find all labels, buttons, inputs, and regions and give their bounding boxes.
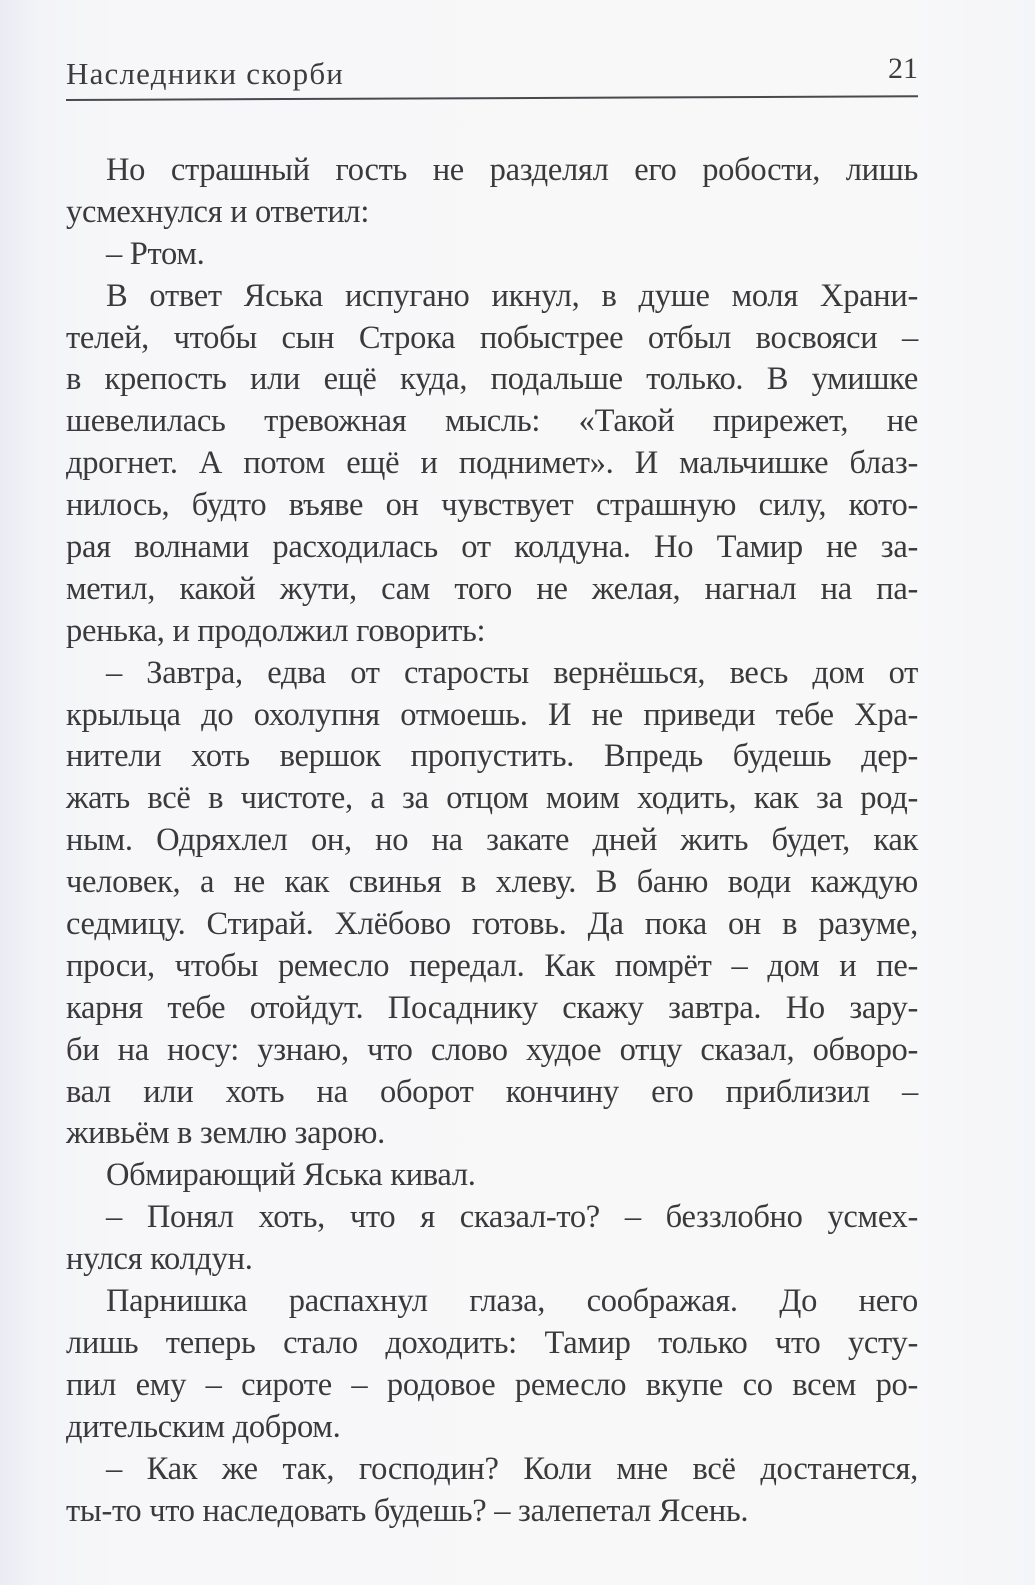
page-number: 21: [888, 52, 918, 85]
text-line: нилось, будто въяве он чувствует страшную силу, кото-: [66, 487, 918, 524]
book-page: [66, 50, 918, 1532]
text-line: В ответ Яська испугано икнул, в душе моля Храни-: [106, 277, 918, 314]
text-line: в крепость или ещё куда, подальше только. В умишке: [66, 361, 918, 398]
running-head: [66, 50, 918, 102]
running-title: Наследники скорби: [66, 56, 345, 91]
text-line: лишь теперь стало доходить: Тамир только что усту-: [66, 1324, 918, 1361]
text-line: – Как же так, господин? Коли мне всё достанется,: [106, 1450, 918, 1487]
text-line: метил, какой жути, сам того не желая, нагнал на па-: [66, 570, 918, 607]
text-line: Парнишка распахнул глаза, соображая. До него: [106, 1283, 918, 1320]
text-line: дительским добром.: [66, 1408, 341, 1445]
text-line: Обмирающий Яська кивал.: [106, 1157, 476, 1194]
text-line: – Ртом.: [106, 235, 205, 272]
text-line: пил ему – сироте – родовое ремесло вкупе со всем ро-: [66, 1366, 918, 1403]
header-rule-divider: [66, 95, 918, 101]
text-line: ренька, и продолжил говорить:: [66, 612, 486, 649]
text-line: нители хоть вершок пропустить. Впредь будешь дер-: [66, 738, 918, 775]
text-line: усмехнулся и ответил:: [66, 193, 370, 230]
text-line: Но страшный гость не разделял его робости, лишь: [106, 152, 918, 188]
text-line: рая волнами расходилась от колдуна. Но Тамир не за-: [66, 529, 918, 566]
text-line: карня тебе отойдут. Посаднику скажу завтра. Но зару-: [66, 989, 918, 1026]
text-line: жать всё в чистоте, а за отцом моим ходить, как за род-: [66, 780, 918, 817]
body-text: [66, 150, 918, 1532]
text-line: шевелилась тревожная мысль: «Такой прирежет, не: [66, 403, 918, 440]
text-line: проси, чтобы ремесло передал. Как помрёт – дом и пе-: [66, 947, 918, 984]
text-line: телей, чтобы сын Строка побыстрее отбыл восвояси –: [66, 319, 918, 356]
text-line: крыльца до охолупня отмоешь. И не приведи тебе Хра-: [66, 696, 918, 733]
text-line: – Понял хоть, что я сказал-то? – беззлобно усмех-: [106, 1199, 918, 1236]
text-line: человек, а не как свинья в хлеву. В баню води каждую: [66, 864, 918, 901]
text-line: вал или хоть на оборот кончину его приблизил –: [66, 1073, 918, 1110]
text-line: ным. Одряхлел он, но на закате дней жить будет, как: [66, 822, 918, 859]
text-line: седмицу. Стирай. Хлёбово готовь. Да пока он в разуме,: [66, 906, 918, 943]
text-line: нулся колдун.: [66, 1241, 253, 1278]
text-line: ты-то что наследовать будешь? – залепетал Ясень.: [66, 1492, 749, 1529]
text-line: живьём в землю зарою.: [66, 1115, 385, 1152]
text-line: дрогнет. А потом ещё и поднимет». И мальчишке блаз-: [66, 445, 918, 482]
text-line: би на носу: узнаю, что слово худое отцу сказал, обворо-: [66, 1031, 918, 1068]
text-line: – Завтра, едва от старосты вернёшься, весь дом от: [106, 654, 918, 691]
